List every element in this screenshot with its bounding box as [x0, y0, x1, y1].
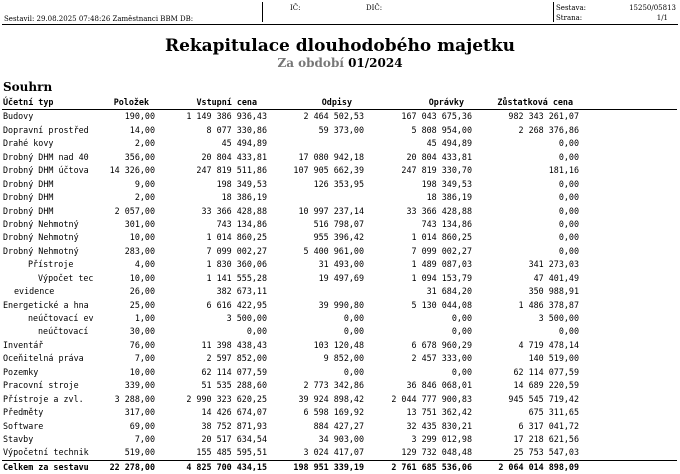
cell-accum-depreciation: 247 819 330,70 — [401, 165, 472, 176]
cell-accum-depreciation: 13 751 362,42 — [406, 407, 472, 418]
dic-label: DIČ: — [366, 4, 383, 12]
cell-accum-depreciation: 167 043 675,36 — [401, 111, 472, 122]
cell-count: 2,00 — [134, 138, 155, 149]
col-header-depreciation: Odpisy — [321, 97, 352, 107]
table-row — [2, 245, 677, 258]
cell-count: 519,00 — [124, 447, 155, 458]
cell-residual-value: 2 268 376,86 — [518, 124, 579, 135]
cell-residual-value: 47 401,49 — [533, 272, 579, 283]
cell-count: 7,00 — [134, 433, 155, 444]
cell-count: 3 288,00 — [114, 393, 155, 404]
cell-type: Drobný Nehmotný — [3, 245, 79, 256]
cell-count: 26,00 — [129, 286, 155, 297]
header-bottom-line — [2, 24, 678, 25]
cell-depreciation: 34 903,00 — [318, 433, 364, 444]
sestava-label: Sestava: — [556, 4, 587, 12]
cell-accum-depreciation: 1 489 087,03 — [411, 259, 472, 270]
cell-type: Drobný Nehmotný — [3, 218, 79, 229]
cell-accum-depreciation: 33 366 428,88 — [406, 205, 472, 216]
cell-accum-depreciation: 0,00 — [451, 313, 472, 323]
cell-accum-depreciation: 0,00 — [451, 326, 472, 337]
table-row — [2, 151, 677, 164]
cell-depreciation: 0,00 — [343, 366, 364, 377]
cell-count: 301,00 — [124, 218, 155, 229]
cell-depreciation: 3 024 417,07 — [303, 447, 364, 458]
cell-count: 7,00 — [134, 353, 155, 364]
cell-residual-value: 675 311,65 — [528, 407, 579, 418]
cell-depreciation: 2 464 502,53 — [303, 111, 364, 122]
cell-depreciation: 2 773 342,86 — [303, 380, 364, 391]
cell-residual-value: 0,00 — [558, 232, 579, 243]
table-row — [2, 258, 677, 271]
cell-input-price: 247 819 511,86 — [196, 165, 267, 176]
cell-depreciation: 9 852,00 — [323, 353, 364, 364]
cell-residual-value: 14 689 220,59 — [513, 380, 579, 391]
cell-residual-value: 0,00 — [558, 138, 579, 149]
cell-depreciation: 103 120,48 — [313, 339, 364, 350]
cell-count: 9,00 — [134, 178, 155, 189]
cell-count: 14 326,00 — [109, 165, 155, 176]
cell-input-price: 2 990 323 620,25 — [186, 393, 267, 404]
cell-depreciation: 107 905 662,39 — [293, 165, 364, 176]
table-row — [2, 272, 677, 285]
table-body — [2, 110, 677, 459]
header-divider-left — [262, 2, 263, 22]
col-header-type: Účetní typ — [3, 97, 54, 107]
cell-count: 356,00 — [124, 151, 155, 162]
table-header — [2, 96, 677, 110]
cell-accum-depreciation: 0,00 — [451, 366, 472, 377]
cell-type: Drobný DHM nad 40 — [3, 151, 89, 162]
table-row — [2, 406, 677, 419]
table-row — [2, 420, 677, 433]
cell-residual-value: 0,00 — [558, 245, 579, 256]
cell-depreciation: 5 400 961,00 — [303, 245, 364, 256]
cell-type: Pozemky — [3, 366, 39, 377]
cell-input-price: 382 673,11 — [216, 286, 267, 297]
cell-type: Předměty — [3, 407, 44, 418]
cell-accum-depreciation: 7 099 002,27 — [411, 245, 472, 256]
cell-accum-depreciation: 129 732 048,48 — [401, 447, 472, 458]
cell-accum-depreciation: 45 494,89 — [426, 138, 472, 149]
cell-input-price: 20 517 634,54 — [201, 433, 267, 444]
ic-label: IČ: — [290, 4, 301, 12]
cell-count: 10,00 — [129, 232, 155, 243]
cell-count: 10,00 — [129, 366, 155, 377]
cell-input-price: 743 134,86 — [216, 218, 267, 229]
strana-value: 1/1 — [656, 14, 668, 22]
header-divider-right — [553, 2, 554, 22]
cell-type: Výpočetní technik — [3, 447, 89, 458]
cell-input-price: 6 616 422,95 — [206, 299, 267, 310]
cell-accum-depreciation: 1 094 153,79 — [411, 272, 472, 283]
table-row — [2, 231, 677, 244]
cell-accum-depreciation: 5 130 044,08 — [411, 299, 472, 310]
cell-residual-value: 25 753 547,03 — [513, 447, 579, 458]
table-row — [2, 178, 677, 191]
table-row — [2, 433, 677, 446]
cell-accum-depreciation: 18 386,19 — [426, 192, 472, 203]
cell-count: 339,00 — [124, 380, 155, 391]
cell-residual-value: 0,00 — [558, 151, 579, 162]
cell-count: 25,00 — [129, 299, 155, 310]
report-title: Rekapitulace dlouhodobého majetku — [164, 36, 516, 56]
cell-input-price: 38 752 871,93 — [201, 420, 267, 431]
cell-input-price: 62 114 077,59 — [201, 366, 267, 377]
col-header-residual-value: Zůstatková cena — [497, 97, 573, 107]
cell-input-price: 155 485 595,51 — [196, 447, 267, 458]
section-title: Souhrn — [3, 80, 53, 94]
cell-type: Energetické a hna — [3, 299, 89, 310]
table-row — [2, 218, 677, 231]
table-row — [2, 379, 677, 392]
table-row — [2, 325, 677, 338]
cell-accum-depreciation: 743 134,86 — [421, 218, 472, 229]
cell-residual-value: 181,16 — [548, 165, 579, 176]
total-input-price: 4 825 700 434,15 — [186, 461, 267, 472]
cell-count: 1,00 — [134, 313, 155, 323]
total-count: 22 278,00 — [109, 461, 155, 472]
cell-type: Inventář — [3, 339, 44, 350]
col-header-input-price: Vstupní cena — [196, 97, 257, 107]
cell-input-price: 7 099 002,27 — [206, 245, 267, 256]
cell-depreciation: 884 427,27 — [313, 420, 364, 431]
cell-accum-depreciation: 1 014 860,25 — [411, 232, 472, 243]
cell-depreciation: 516 798,07 — [313, 218, 364, 229]
cell-input-price: 45 494,89 — [221, 138, 267, 149]
cell-accum-depreciation: 5 808 954,00 — [411, 124, 472, 135]
cell-count: 14,00 — [129, 124, 155, 135]
cell-type: Oceňitelná práva — [3, 353, 84, 364]
total-label: Celkem za sestavu — [3, 461, 89, 472]
col-header-count: Položek — [113, 97, 149, 107]
cell-type: Pracovní stroje — [3, 380, 79, 391]
cell-type: Drobný DHM — [3, 178, 54, 189]
cell-input-price: 51 535 288,60 — [201, 380, 267, 391]
table-row — [2, 339, 677, 352]
cell-count: 283,00 — [124, 245, 155, 256]
cell-input-price: 1 830 360,06 — [206, 259, 267, 270]
cell-count: 10,00 — [129, 272, 155, 283]
cell-type: neúčtovací ev — [28, 313, 94, 323]
cell-residual-value: 17 218 621,56 — [513, 433, 579, 444]
total-residual-value: 2 064 014 898,09 — [498, 461, 579, 472]
cell-depreciation: 19 497,69 — [318, 272, 364, 283]
strana-label: Strana: — [556, 14, 583, 22]
cell-input-price: 20 804 433,81 — [201, 151, 267, 162]
cell-residual-value: 62 114 077,59 — [513, 366, 579, 377]
cell-depreciation: 0,00 — [343, 326, 364, 337]
cell-input-price: 0,00 — [246, 326, 267, 337]
cell-type: evidence — [14, 286, 55, 297]
cell-depreciation: 6 598 169,92 — [303, 407, 364, 418]
cell-count: 69,00 — [129, 420, 155, 431]
cell-accum-depreciation: 36 846 068,01 — [406, 380, 472, 391]
cell-input-price: 1 014 860,25 — [206, 232, 267, 243]
cell-type: Drobný DHM účtova — [3, 165, 89, 176]
cell-residual-value: 0,00 — [558, 178, 579, 189]
cell-residual-value: 0,00 — [558, 192, 579, 203]
cell-type: neúčtovací — [38, 326, 89, 337]
cell-type: Budovy — [3, 111, 34, 122]
cell-count: 190,00 — [124, 111, 155, 122]
report-info: Sestavil: 29.08.2025 07:48:26 Zaměstnanci BBM DB: — [4, 15, 194, 23]
cell-depreciation: 31 493,00 — [318, 259, 364, 270]
cell-depreciation: 126 353,95 — [313, 178, 364, 189]
cell-residual-value: 0,00 — [558, 205, 579, 216]
cell-input-price: 33 366 428,88 — [201, 205, 267, 216]
cell-input-price: 18 386,19 — [221, 192, 267, 203]
cell-residual-value: 3 500,00 — [538, 313, 579, 323]
table-total-row — [2, 460, 677, 474]
table-row — [2, 352, 677, 365]
cell-type: Přístroje a zvl. — [3, 393, 84, 404]
cell-accum-depreciation: 2 457 333,00 — [411, 353, 472, 364]
cell-residual-value: 6 317 041,72 — [518, 420, 579, 431]
summary-table — [2, 96, 677, 474]
cell-type: Dopravní prostřed — [3, 124, 89, 135]
sestava-value: 15250/05813 — [629, 4, 676, 12]
cell-type: Software — [3, 420, 44, 431]
cell-input-price: 3 500,00 — [226, 313, 267, 323]
cell-type: Drobný DHM — [3, 205, 54, 216]
cell-type: Drobný DHM — [3, 192, 54, 203]
table-row — [2, 299, 677, 312]
cell-accum-depreciation: 20 804 433,81 — [406, 151, 472, 162]
cell-count: 317,00 — [124, 407, 155, 418]
cell-count: 76,00 — [129, 339, 155, 350]
table-row — [2, 137, 677, 150]
cell-accum-depreciation: 32 435 830,21 — [406, 420, 472, 431]
cell-input-price: 1 149 386 936,43 — [186, 111, 267, 122]
cell-type: Přístroje — [28, 259, 74, 270]
cell-type: Drobný Nehmotný — [3, 232, 79, 243]
table-row — [2, 285, 677, 298]
cell-depreciation: 39 990,80 — [318, 299, 364, 310]
cell-count: 4,00 — [134, 259, 155, 270]
table-row — [2, 393, 677, 406]
cell-count: 2,00 — [134, 192, 155, 203]
table-row — [2, 205, 677, 218]
cell-residual-value: 1 486 378,87 — [518, 299, 579, 310]
cell-residual-value: 982 343 261,07 — [508, 111, 579, 122]
cell-count: 30,00 — [129, 326, 155, 337]
cell-input-price: 198 349,53 — [216, 178, 267, 189]
cell-input-price: 8 077 330,86 — [206, 124, 267, 135]
col-header-accum-depreciation: Oprávky — [428, 97, 464, 107]
cell-accum-depreciation: 6 678 960,29 — [411, 339, 472, 350]
cell-depreciation: 10 997 237,14 — [298, 205, 364, 216]
cell-count: 2 057,00 — [114, 205, 155, 216]
table-row — [2, 164, 677, 177]
cell-depreciation: 955 396,42 — [313, 232, 364, 243]
cell-residual-value: 0,00 — [558, 218, 579, 229]
cell-input-price: 11 398 438,43 — [201, 339, 267, 350]
period-prefix: Za období — [277, 56, 349, 70]
cell-type: Stavby — [3, 433, 34, 444]
cell-input-price: 14 426 674,07 — [201, 407, 267, 418]
table-row — [2, 446, 677, 459]
cell-residual-value: 140 519,00 — [528, 353, 579, 364]
cell-accum-depreciation: 3 299 012,98 — [411, 433, 472, 444]
cell-input-price: 1 141 555,28 — [206, 272, 267, 283]
cell-depreciation: 59 373,00 — [318, 124, 364, 135]
total-depreciation: 198 951 339,19 — [293, 461, 364, 472]
total-accum-depreciation: 2 761 685 536,06 — [391, 461, 472, 472]
cell-accum-depreciation: 31 684,20 — [426, 286, 472, 297]
period-value: 01/2024 — [348, 56, 403, 70]
cell-residual-value: 945 545 719,42 — [508, 393, 579, 404]
cell-input-price: 2 597 852,00 — [206, 353, 267, 364]
cell-type: Drahé kovy — [3, 138, 54, 149]
cell-accum-depreciation: 198 349,53 — [421, 178, 472, 189]
cell-depreciation: 39 924 898,42 — [298, 393, 364, 404]
cell-accum-depreciation: 2 044 777 900,83 — [391, 393, 472, 404]
cell-residual-value: 350 988,91 — [528, 286, 579, 297]
cell-residual-value: 341 273,03 — [528, 259, 579, 270]
table-row — [2, 124, 677, 137]
cell-depreciation: 0,00 — [343, 313, 364, 323]
cell-residual-value: 0,00 — [558, 326, 579, 337]
report-period — [0, 56, 680, 70]
cell-depreciation: 17 080 942,18 — [298, 151, 364, 162]
table-row — [2, 366, 677, 379]
table-row — [2, 312, 677, 325]
table-row — [2, 191, 677, 204]
cell-residual-value: 4 719 478,14 — [518, 339, 579, 350]
cell-type: Výpočet tec — [38, 272, 94, 283]
table-row — [2, 110, 677, 123]
